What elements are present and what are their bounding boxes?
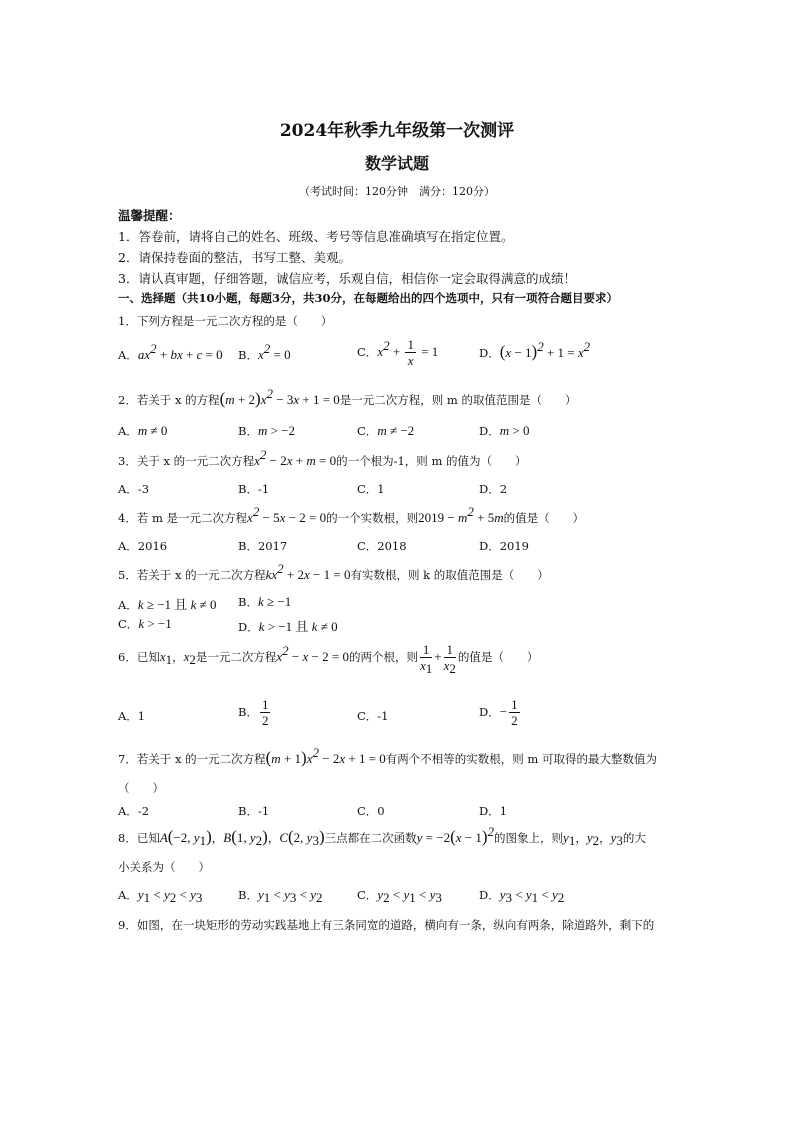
q8-option-c: C．$y_2 < y_1 < y_3$: [357, 887, 442, 905]
section-heading: 一、选择题（共10小题，每题3分，共30分，在每题给出的四个选项中，只有一项符合题目要求）: [118, 291, 619, 305]
reminder-item: 1．答卷前，请将自己的姓名、班级、考号等信息准确填写在指定位置。: [118, 229, 514, 244]
reminder-item: 3．请认真审题，仔细答题，诚信应考，乐观自信，相信你一定会取得满意的成绩！: [118, 271, 576, 286]
q7-option-c: C．0: [357, 804, 385, 818]
question-9-stem: 9．如图，在一块矩形的劳动实践基地上有三条同宽的道路，横向有一条，纵向有两条，除道路外，剩下的: [118, 918, 655, 932]
q6-option-c: C．-1: [357, 709, 389, 723]
question-3-stem: 3．关于 x 的一元二次方程$x^2 - 2x + m = 0$的一个根为-1，则 m 的值为（ ）: [118, 447, 527, 468]
question-5-stem: 5．若关于 x 的一元二次方程$kx^2 + 2x - 1 = 0$有实数根，则 k 的取值范围是（ ）: [118, 561, 549, 582]
reminder-heading: 温馨提醒：: [118, 208, 181, 223]
exam-title: 2024年秋季九年级第一次测评: [279, 121, 515, 141]
q3-option-c: C．1: [357, 482, 385, 496]
q3-option-a: A．-3: [118, 482, 150, 496]
q4-option-c: C．2018: [357, 539, 407, 553]
q5-option-b: B．k ≥ −1: [238, 594, 292, 609]
question-1-stem: 1．下列方程是一元二次方程的是（ ）: [118, 314, 333, 328]
q4-option-a: A．2016: [118, 539, 168, 553]
q1-option-d: D．$(x - 1)^2 + 1 = x^2$: [479, 339, 591, 361]
q4-option-d: D．2019: [479, 539, 529, 553]
exam-info: （考试时间：120分钟 满分：120分）: [299, 185, 495, 198]
question-6-stem: 6．已知$x_1$，$x_2$是一元二次方程$x^2 - x - 2 = 0$的两个根，则 $\frac{1}{x_1}$ + $\frac{1}{x_2}$ 的值是（ ）: [118, 642, 539, 676]
question-8-stem: 8．已知A(−2, $y_1$)，B(1, $y_2$)，C(2, $y_3$)三点都在二次函数$y = -2(x - 1)^2$的图象上，则$y_1$，$y_2$，$y_3$的大: [118, 824, 646, 848]
q2-option-b: B．m > −2: [238, 423, 296, 438]
q1-option-c: C．$x^2$ + $\frac{1}{x}$ = 1: [357, 337, 439, 368]
q8-option-b: B．$y_1 < y_3 < y_2$: [238, 887, 323, 905]
q8-option-d: D．$y_3 < y_1 < y_2$: [479, 887, 565, 905]
q6-option-b: B． $\frac{1}{2}$: [238, 697, 269, 728]
q7-option-b: B．-1: [238, 804, 270, 818]
q7-option-a: A．-2: [118, 804, 150, 818]
q7-option-d: D．1: [479, 804, 508, 818]
q3-option-d: D．2: [479, 482, 508, 496]
question-7-stem: 7．若关于 x 的一元二次方程$(m + 1)x^2 - 2x + 1 = 0$有两个不相等的实数根，则 m 可取得的最大整数值为: [118, 745, 657, 767]
question-2-stem: 2．若关于 x 的方程$(m + 2)x^2 - 3x + 1 = 0$是一元二次方程，则 m 的取值范围是（ ）: [118, 386, 577, 408]
q6-option-a: A．1: [118, 709, 146, 723]
question-4-stem: 4．若 m 是一元二次方程$x^2 - 5x - 2 = 0$的一个实数根，则$2019 - m^2 + 5m$的值是（ ）: [118, 504, 585, 525]
reminder-item: 2．请保持卷面的整洁，书写工整、美观。: [118, 250, 351, 265]
question-7-stem-cont: （ ）: [118, 781, 164, 795]
q2-option-c: C．m ≠ −2: [357, 423, 415, 438]
q4-option-b: B．2017: [238, 539, 288, 553]
q3-option-b: B．-1: [238, 482, 270, 496]
exam-subtitle: 数学试题: [364, 154, 429, 173]
q1-option-a: A．$ax^2$ + bx + c = 0: [118, 341, 223, 362]
q8-option-a: A．$y_1 < y_2 < y_3$: [118, 887, 203, 905]
q5-option-a: A．k ≥ −1 且 k ≠ 0: [118, 597, 217, 612]
q2-option-a: A．m ≠ 0: [118, 423, 168, 438]
q5-option-c: C．k > −1: [118, 616, 172, 631]
question-8-stem-cont: 小关系为（ ）: [118, 860, 210, 874]
q5-option-d: D．k > −1 且 k ≠ 0: [238, 619, 338, 634]
q1-option-b: B．$x^2 = 0$: [238, 341, 291, 362]
q6-option-d: D．− $\frac{1}{2}$: [479, 697, 518, 728]
q2-option-d: D．m > 0: [479, 423, 530, 438]
